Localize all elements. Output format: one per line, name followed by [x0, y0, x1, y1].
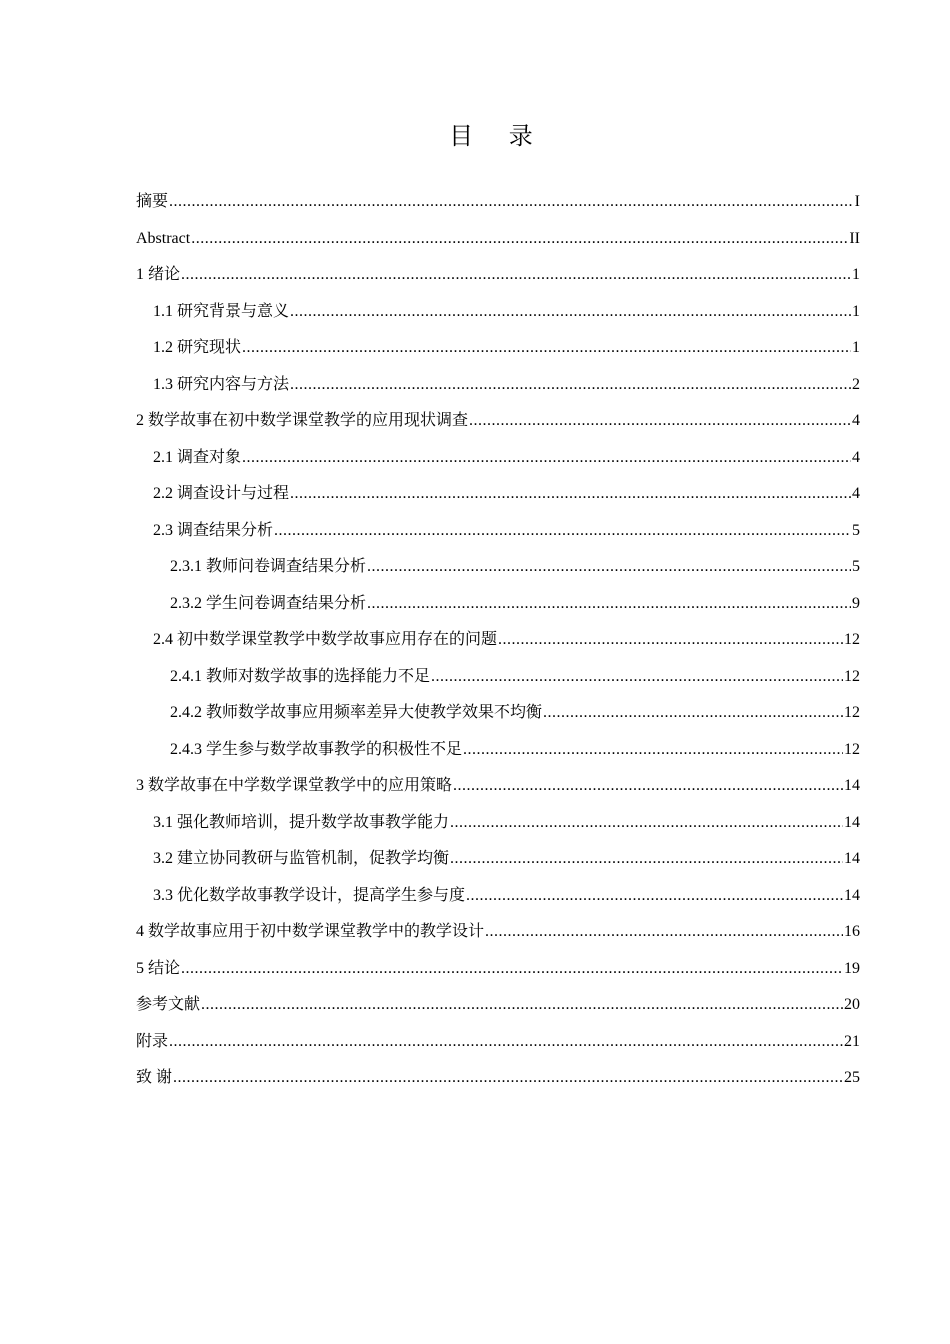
- toc-entry[interactable]: [136, 332, 860, 369]
- dot-leader: [274, 515, 851, 547]
- toc-entry[interactable]: [136, 843, 860, 880]
- toc-entry-label: 2.4.1 教师对数学故事的选择能力不足: [170, 667, 431, 685]
- dot-leader: [450, 807, 843, 839]
- toc-entry[interactable]: [136, 807, 860, 844]
- dot-leader: [367, 551, 851, 583]
- toc-entry-label: 3.1 强化教师培训，提升数学故事教学能力: [153, 813, 450, 831]
- toc-entry-label: 3.2 建立协同教研与监管机制，促教学均衡: [153, 850, 450, 867]
- dot-leader: [290, 478, 851, 510]
- toc-entry-page: 1: [852, 266, 860, 283]
- toc-entry-label: 摘要: [136, 193, 169, 210]
- toc-entry-page: 12: [844, 667, 860, 685]
- dot-leader: [201, 989, 843, 1021]
- toc-entry-page: 4: [852, 412, 860, 429]
- toc-entry-label: 3 数学故事在中学数学课堂教学中的应用策略: [136, 777, 453, 794]
- dot-leader: [450, 843, 843, 875]
- toc-entry-page: 1: [852, 339, 860, 356]
- toc-entry-label: 1 绪论: [136, 266, 181, 283]
- toc-entry-label: 2.2 调查设计与过程: [153, 485, 290, 502]
- dot-leader: [191, 223, 848, 255]
- toc-entry-page: 12: [844, 704, 860, 721]
- dot-leader: [173, 1062, 843, 1094]
- dot-leader: [242, 332, 851, 364]
- toc-entry-label: 1.2 研究现状: [153, 339, 242, 356]
- dot-leader: [169, 1026, 843, 1058]
- toc-entry[interactable]: [136, 478, 860, 515]
- toc-entry-page: 2: [852, 375, 860, 393]
- dot-leader: [181, 953, 843, 985]
- toc-entry[interactable]: [136, 588, 860, 625]
- toc-entry[interactable]: [136, 953, 860, 990]
- toc-entry-page: 14: [844, 777, 860, 794]
- dot-leader: [181, 259, 851, 291]
- toc-entry-page: 14: [844, 813, 860, 831]
- toc-entry-label: 3.3 优化数学故事教学设计，提高学生参与度: [153, 886, 466, 904]
- toc-entry[interactable]: [136, 661, 860, 698]
- toc-entry-page: II: [849, 229, 860, 247]
- toc-entry[interactable]: [136, 405, 860, 442]
- toc-entry-page: 5: [852, 521, 860, 539]
- toc-entry[interactable]: [136, 186, 860, 223]
- dot-leader: [543, 697, 843, 729]
- toc-entry-page: 16: [844, 923, 860, 940]
- toc-entry-label: 2 数学故事在初中数学课堂教学的应用现状调查: [136, 412, 469, 429]
- toc-entry-page: I: [854, 193, 860, 210]
- toc-entry-page: 14: [844, 850, 860, 867]
- table-of-contents: [136, 186, 860, 1099]
- toc-entry[interactable]: [136, 697, 860, 734]
- toc-entry-page: 19: [844, 959, 860, 977]
- toc-entry[interactable]: [136, 916, 860, 953]
- dot-leader: [453, 770, 843, 802]
- toc-entry[interactable]: [136, 770, 860, 807]
- toc-entry[interactable]: [136, 1026, 860, 1063]
- toc-entry-label: 2.4.3 学生参与数学故事教学的积极性不足: [170, 740, 463, 758]
- toc-entry-label: Abstract: [136, 229, 191, 247]
- toc-entry[interactable]: [136, 989, 860, 1026]
- toc-entry[interactable]: [136, 880, 860, 917]
- toc-entry-label: 2.4.2 教师数学故事应用频率差异大使教学效果不均衡: [170, 704, 543, 721]
- dot-leader: [290, 369, 851, 401]
- toc-entry-page: 4: [852, 485, 860, 502]
- toc-entry-label: 2.1 调查对象: [153, 448, 242, 466]
- toc-entry-page: 14: [844, 886, 860, 904]
- toc-entry[interactable]: [136, 442, 860, 479]
- toc-entry-page: 20: [844, 996, 860, 1013]
- dot-leader: [463, 734, 843, 766]
- dot-leader: [367, 588, 851, 620]
- toc-entry-page: 25: [844, 1069, 860, 1086]
- toc-entry-page: 21: [844, 1032, 860, 1050]
- dot-leader: [290, 296, 851, 328]
- toc-entry-label: 致 谢: [136, 1069, 173, 1086]
- dot-leader: [466, 880, 843, 912]
- dot-leader: [485, 916, 843, 948]
- toc-entry-label: 2.3.1 教师问卷调查结果分析: [170, 558, 367, 575]
- toc-entry-page: 12: [844, 631, 860, 648]
- dot-leader: [498, 624, 843, 656]
- toc-entry-page: 12: [844, 740, 860, 758]
- toc-entry-label: 2.3.2 学生问卷调查结果分析: [170, 594, 367, 612]
- toc-entry-page: 5: [852, 558, 860, 575]
- toc-entry[interactable]: [136, 734, 860, 771]
- toc-entry[interactable]: [136, 515, 860, 552]
- toc-entry-page: 9: [852, 594, 860, 612]
- toc-entry[interactable]: [136, 551, 860, 588]
- dot-leader: [431, 661, 843, 693]
- dot-leader: [169, 186, 854, 218]
- page-title: 目 录: [449, 122, 547, 150]
- dot-leader: [242, 442, 851, 474]
- toc-entry-label: 附录: [136, 1032, 169, 1050]
- dot-leader: [469, 405, 851, 437]
- toc-entry[interactable]: [136, 369, 860, 406]
- toc-entry[interactable]: [136, 296, 860, 333]
- toc-entry[interactable]: [136, 223, 860, 260]
- toc-entry-label: 2.4 初中数学课堂教学中数学故事应用存在的问题: [153, 631, 498, 648]
- toc-entry-label: 2.3 调查结果分析: [153, 521, 274, 539]
- toc-entry[interactable]: [136, 624, 860, 661]
- toc-entry-label: 1.1 研究背景与意义: [153, 302, 290, 320]
- toc-entry[interactable]: [136, 259, 860, 296]
- toc-entry-label: 5 结论: [136, 959, 181, 977]
- toc-entry[interactable]: [136, 1062, 860, 1099]
- toc-entry-label: 1.3 研究内容与方法: [153, 375, 290, 393]
- toc-entry-label: 参考文献: [136, 996, 201, 1013]
- toc-entry-page: 1: [852, 302, 860, 320]
- toc-entry-label: 4 数学故事应用于初中数学课堂教学中的教学设计: [136, 923, 485, 940]
- toc-entry-page: 4: [852, 448, 860, 466]
